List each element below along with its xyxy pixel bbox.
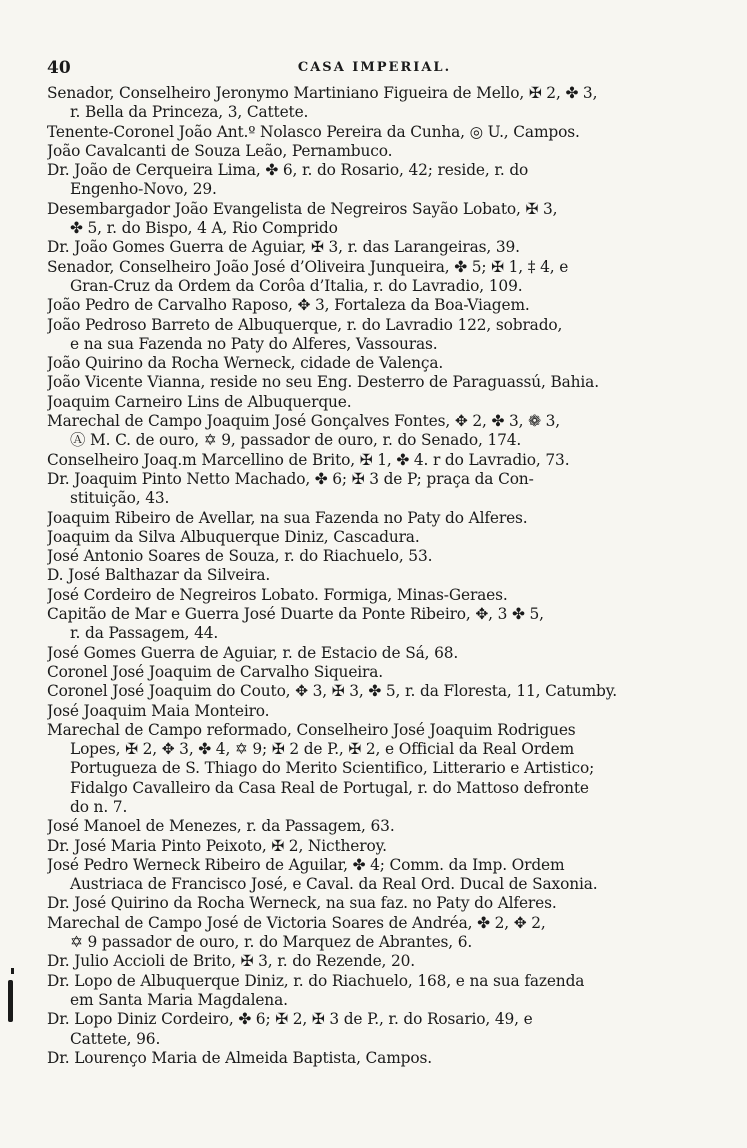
entry-line: Dr. Joaquim Pinto Netto Machado, ✤ 6; ✠ 3 de P; praça da Con- xyxy=(47,469,534,488)
entry-continuation-line: Ⓐ M. C. de ouro, ✡ 9, passador de ouro, r. do Senado, 174. xyxy=(70,431,522,450)
entry-line: Desembargador João Evangelista de Negreiros Sayão Lobato, ✠ 3, xyxy=(47,199,558,218)
entry-line: João Pedro de Carvalho Raposo, ✥ 3, Fortaleza da Boa-Viagem. xyxy=(47,296,530,315)
entry-continuation-line: Engenho-Novo, 29. xyxy=(70,180,217,199)
entry-continuation-line: ✡ 9 passador de ouro, r. do Marquez de Abrantes, 6. xyxy=(70,933,473,952)
entry-line: Dr. Lourenço Maria de Almeida Baptista, Campos. xyxy=(47,1048,432,1067)
entry-line: Tenente-Coronel João Ant.º Nolasco Pereira da Cunha, ◎ U., Campos. xyxy=(47,122,580,141)
entry-line: Marechal de Campo José de Victoria Soares de Andréa, ✤ 2, ✥ 2, xyxy=(47,913,546,932)
entry-line: Dr. Lopo Diniz Cordeiro, ✤ 6; ✠ 2, ✠ 3 de P., r. do Rosario, 49, e xyxy=(47,1010,533,1029)
entry-continuation-line: em Santa Maria Magdalena. xyxy=(70,990,288,1009)
entry-line: Dr. João de Cerqueira Lima, ✤ 6, r. do Rosario, 42; reside, r. do xyxy=(47,161,529,180)
entry-line: João Vicente Vianna, reside no seu Eng. Desterro de Paraguassú, Bahia. xyxy=(47,373,599,392)
entry-line: João Pedroso Barreto de Albuquerque, r. do Lavradio 122, sobrado, xyxy=(47,315,563,334)
entry-line: José Cordeiro de Negreiros Lobato. Formiga, Minas-Geraes. xyxy=(47,585,508,604)
entry-line: Senador, Conselheiro João José d’Oliveira Junqueira, ✤ 5; ✠ 1, ‡ 4, e xyxy=(47,257,569,276)
entry-continuation-line: do n. 7. xyxy=(70,797,128,816)
entry-continuation-line: Gran-Cruz da Ordem da Corôa d’Italia, r. do Lavradio, 109. xyxy=(70,276,523,295)
margin-mark xyxy=(11,968,14,974)
entry-line: Marechal de Campo reformado, Conselheiro José Joaquim Rodrigues xyxy=(47,720,576,739)
entry-line: José Joaquim Maia Monteiro. xyxy=(47,701,270,720)
entry-line: Dr. José Maria Pinto Peixoto, ✠ 2, Nictheroy. xyxy=(47,836,387,855)
margin-mark xyxy=(8,980,13,1022)
running-title: CASA IMPERIAL. xyxy=(297,60,452,75)
entry-line: José Manoel de Menezes, r. da Passagem, 63. xyxy=(47,817,395,836)
entry-line: José Antonio Soares de Souza, r. do Riachuelo, 53. xyxy=(47,547,433,566)
entry-line: Capitão de Mar e Guerra José Duarte da Ponte Ribeiro, ✥, 3 ✤ 5, xyxy=(47,605,544,624)
entry-line: Joaquim Ribeiro de Avellar, na sua Fazenda no Paty do Alferes. xyxy=(47,508,528,527)
entry-line: Senador, Conselheiro Jeronymo Martiniano Figueira de Mello, ✠ 2, ✤ 3, xyxy=(47,84,598,102)
entry-continuation-line: Fidalgo Cavalleiro da Casa Real de Portugal, r. do Mattoso defronte xyxy=(70,778,589,797)
entry-line: Joaquim da Silva Albuquerque Diniz, Cascadura. xyxy=(47,527,420,546)
entry-line: Joaquim Carneiro Lins de Albuquerque. xyxy=(47,392,352,411)
entry-continuation-line: Portugueza de S. Thiago do Merito Scientifico, Litterario e Artistico; xyxy=(70,759,595,778)
entry-continuation-line: Cattete, 96. xyxy=(70,1029,161,1048)
entry-line: D. José Balthazar da Silveira. xyxy=(47,566,271,585)
entry-list xyxy=(47,84,707,1068)
entry-line: Conselheiro Joaq.m Marcellino de Brito, ✠ 1, ✤ 4. r do Lavradio, 73. xyxy=(47,450,570,469)
page-number: 40 xyxy=(47,58,71,78)
page-header xyxy=(47,58,702,80)
entry-line: Marechal de Campo Joaquim José Gonçalves Fontes, ✥ 2, ✤ 3, ❁ 3, xyxy=(47,412,560,431)
entry-line: Dr. João Gomes Guerra de Aguiar, ✠ 3, r. das Larangeiras, 39. xyxy=(47,238,520,257)
entry-continuation-line: e na sua Fazenda no Paty do Alferes, Vassouras. xyxy=(70,334,438,353)
entry-continuation-line: ✤ 5, r. do Bispo, 4 A, Rio Comprido xyxy=(70,219,338,238)
entry-continuation-line: stituição, 43. xyxy=(70,489,170,508)
entry-line: Coronel José Joaquim de Carvalho Siqueira. xyxy=(47,662,384,681)
entry-line: Dr. José Quirino da Rocha Werneck, na sua faz. no Paty do Alferes. xyxy=(47,894,557,913)
entry-continuation-line: Austriaca de Francisco José, e Caval. da Real Ord. Ducal de Saxonia. xyxy=(70,875,598,894)
entry-continuation-line: r. da Passagem, 44. xyxy=(70,624,219,643)
entry-line: Dr. Julio Accioli de Brito, ✠ 3, r. do Rezende, 20. xyxy=(47,952,416,971)
entry-line: Dr. Lopo de Albuquerque Diniz, r. do Riachuelo, 168, e na sua fazenda xyxy=(47,971,585,990)
entry-line: Coronel José Joaquim do Couto, ✥ 3, ✠ 3, ✤ 5, r. da Floresta, 11, Catumby. xyxy=(47,682,617,701)
entry-continuation-line: r. Bella da Princeza, 3, Cattete. xyxy=(70,103,309,122)
entry-line: José Gomes Guerra de Aguiar, r. de Estacio de Sá, 68. xyxy=(47,643,459,662)
entry-line: José Pedro Werneck Ribeiro de Aguilar, ✤ 4; Comm. da Imp. Ordem xyxy=(47,855,565,874)
entry-line: João Cavalcanti de Souza Leão, Pernambuco. xyxy=(47,141,393,160)
entry-continuation-line: Lopes, ✠ 2, ✥ 3, ✤ 4, ✡ 9; ✠ 2 de P., ✠ 2, e Official da Real Ordem xyxy=(70,740,575,759)
entry-line: João Quirino da Rocha Werneck, cidade de Valença. xyxy=(47,354,444,373)
